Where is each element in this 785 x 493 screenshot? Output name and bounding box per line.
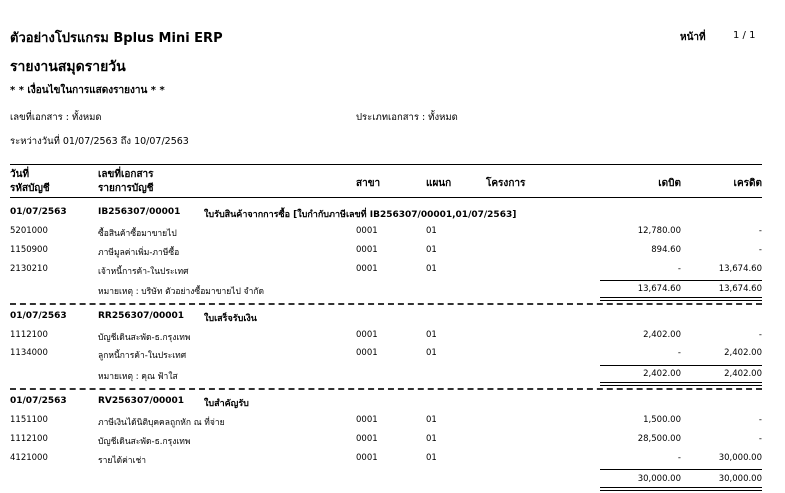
row-branch: 0001 xyxy=(356,264,378,274)
row-dept: 01 xyxy=(426,434,437,444)
col-debit: เดบิต xyxy=(658,178,681,189)
row-account-code: 1151100 xyxy=(10,415,48,425)
row-dept: 01 xyxy=(426,453,437,463)
group-doc-no: IB256307/00001 xyxy=(98,207,181,217)
group-total-debit: 2,402.00 xyxy=(643,369,681,379)
row-debit: - xyxy=(677,264,681,274)
report-title: รายงานสมุดรายวัน xyxy=(10,59,126,75)
group-date: 01/07/2563 xyxy=(10,396,67,406)
row-account-name: ภาษีมูลค่าเพิ่ม-ภาษีซื้อ xyxy=(98,248,180,258)
row-credit: - xyxy=(758,434,762,444)
row-debit: 894.60 xyxy=(651,245,681,255)
subtotal-rule xyxy=(600,280,762,281)
row-account-name: ภาษีเงินได้นิติบุคคลถูกหัก ณ ที่จ่าย xyxy=(98,418,225,428)
group-total-debit: 13,674.60 xyxy=(637,284,681,294)
row-credit: - xyxy=(758,245,762,255)
row-account-code: 1112100 xyxy=(10,434,48,444)
row-account-code: 4121000 xyxy=(10,453,48,463)
row-credit: - xyxy=(758,330,762,340)
date-range: ระหว่างวันที่ 01/07/2563 ถึง 10/07/2563 xyxy=(10,136,189,147)
subtotal-rule xyxy=(600,469,762,470)
row-account-name: รายได้ค่าเช่า xyxy=(98,456,147,466)
header-top-rule xyxy=(10,164,762,165)
row-account-code: 1134000 xyxy=(10,348,48,358)
journal-row xyxy=(0,453,785,468)
row-branch: 0001 xyxy=(356,415,378,425)
col-project: โครงการ xyxy=(486,178,526,189)
row-branch: 0001 xyxy=(356,348,378,358)
group-separator xyxy=(10,388,762,390)
col-date: วันที่ xyxy=(10,169,30,180)
journal-row xyxy=(0,226,785,241)
journal-row xyxy=(0,415,785,430)
row-debit: 1,500.00 xyxy=(643,415,681,425)
row-credit: 30,000.00 xyxy=(718,453,762,463)
row-dept: 01 xyxy=(426,245,437,255)
col-account-list: รายการบัญชี xyxy=(98,183,154,194)
row-debit: 12,780.00 xyxy=(637,226,681,236)
row-branch: 0001 xyxy=(356,434,378,444)
row-account-code: 1112100 xyxy=(10,330,48,340)
row-dept: 01 xyxy=(426,348,437,358)
doc-no-filter: เลขที่เอกสาร : ทั้งหมด xyxy=(10,112,102,123)
journal-row xyxy=(0,330,785,345)
row-credit: 2,402.00 xyxy=(724,348,762,358)
journal-row xyxy=(0,264,785,279)
row-debit: 28,500.00 xyxy=(637,434,681,444)
group-description: ใบรับสินค้าจากการซื้อ [ใบกำกับภาษีเลขที่ IB256307/00001,01/07/2563] xyxy=(204,210,517,220)
header-bottom-rule xyxy=(10,197,762,198)
group-date: 01/07/2563 xyxy=(10,207,67,217)
col-branch: สาขา xyxy=(356,178,381,189)
total-double-rule xyxy=(600,297,762,301)
col-doc-no: เลขที่เอกสาร xyxy=(98,169,154,180)
total-double-rule xyxy=(600,487,762,491)
row-dept: 01 xyxy=(426,330,437,340)
row-dept: 01 xyxy=(426,226,437,236)
group-total-credit: 2,402.00 xyxy=(724,369,762,379)
row-debit: 2,402.00 xyxy=(643,330,681,340)
row-dept: 01 xyxy=(426,264,437,274)
row-account-name: บัญชีเดินสะพัด-ธ.กรุงเทพ xyxy=(98,333,191,343)
page-number: 1 / 1 xyxy=(733,30,756,41)
row-branch: 0001 xyxy=(356,245,378,255)
group-separator xyxy=(10,303,762,305)
group-doc-no: RR256307/00001 xyxy=(98,311,185,321)
row-debit: - xyxy=(677,453,681,463)
row-account-name: ลูกหนี้การค้า-ในประเทศ xyxy=(98,351,187,361)
page-label: หน้าที่ xyxy=(680,32,706,43)
group-date: 01/07/2563 xyxy=(10,311,67,321)
journal-row xyxy=(0,348,785,363)
row-account-code: 1150900 xyxy=(10,245,48,255)
row-account-name: ซื้อสินค้าซื้อมาขายไป xyxy=(98,229,177,239)
group-total-credit: 30,000.00 xyxy=(718,474,762,484)
row-branch: 0001 xyxy=(356,330,378,340)
program-title: ตัวอย่างโปรแกรม Bplus Mini ERP xyxy=(10,31,223,46)
journal-row xyxy=(0,434,785,449)
group-total-credit: 13,674.60 xyxy=(718,284,762,294)
row-account-name: บัญชีเดินสะพัด-ธ.กรุงเทพ xyxy=(98,437,191,447)
subtotal-rule xyxy=(600,365,762,366)
doc-type-filter: ประเภทเอกสาร : ทั้งหมด xyxy=(356,112,458,123)
conditions-title: * * เงื่อนไขในการแสดงรายงาน * * xyxy=(10,85,165,96)
total-double-rule xyxy=(600,382,762,386)
col-dept: แผนก xyxy=(426,178,452,189)
row-account-code: 2130210 xyxy=(10,264,48,274)
group-total-debit: 30,000.00 xyxy=(637,474,681,484)
group-note: หมายเหตุ : บริษัท ตัวอย่างซื้อมาขายไป จำกัด xyxy=(98,287,265,297)
group-note: หมายเหตุ : คุณ ฟ้าใส xyxy=(98,372,178,382)
row-credit: - xyxy=(758,415,762,425)
group-description: ใบเสร็จรับเงิน xyxy=(204,314,257,324)
row-branch: 0001 xyxy=(356,226,378,236)
row-account-code: 5201000 xyxy=(10,226,48,236)
group-description: ใบสำคัญรับ xyxy=(204,399,249,409)
group-doc-no: RV256307/00001 xyxy=(98,396,185,406)
row-dept: 01 xyxy=(426,415,437,425)
row-branch: 0001 xyxy=(356,453,378,463)
row-account-name: เจ้าหนี้การค้า-ในประเทศ xyxy=(98,267,189,277)
col-credit: เครดิต xyxy=(733,178,762,189)
row-credit: 13,674.60 xyxy=(718,264,762,274)
journal-row xyxy=(0,245,785,260)
row-credit: - xyxy=(758,226,762,236)
col-account-code: รหัสบัญชี xyxy=(10,183,50,194)
row-debit: - xyxy=(677,348,681,358)
